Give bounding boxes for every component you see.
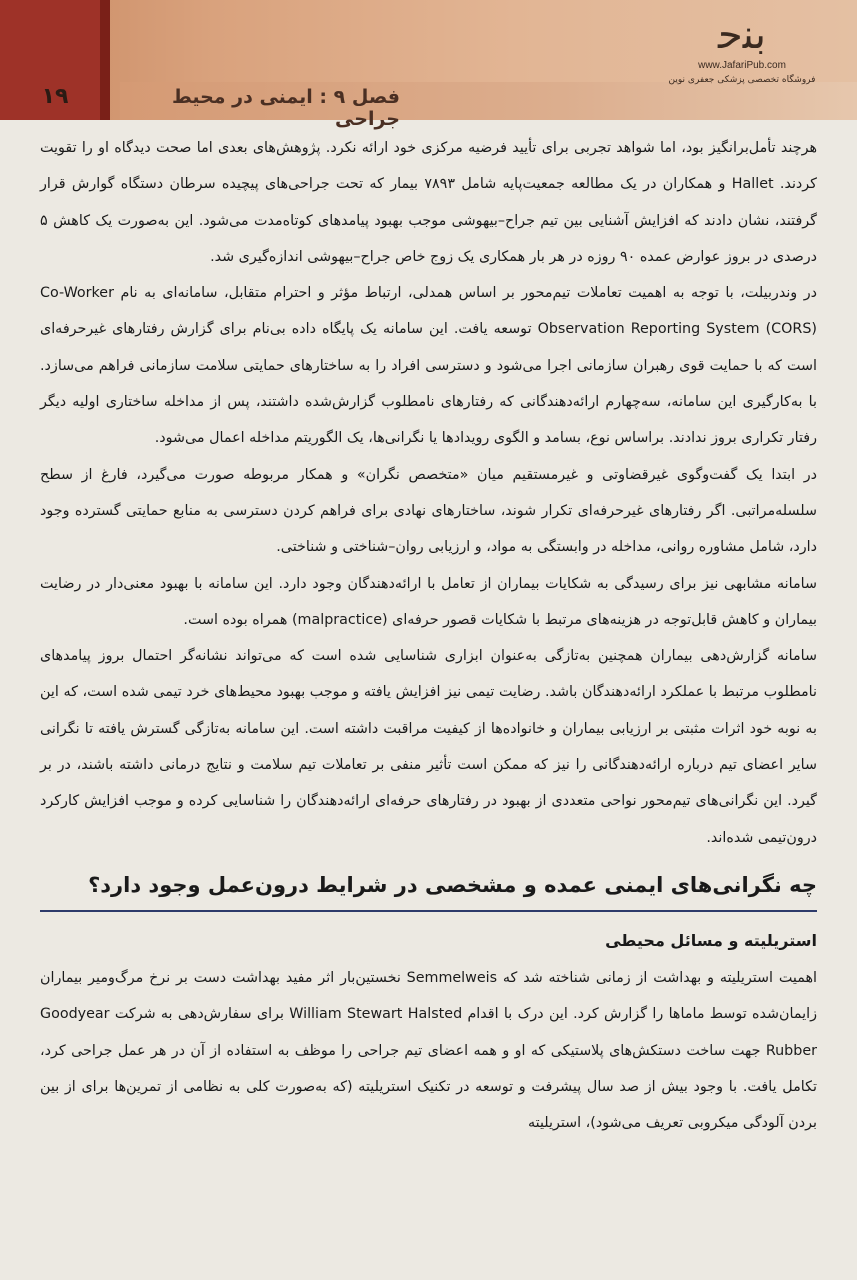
publisher-logo bbox=[667, 14, 817, 109]
chapter-title: فصل ۹ : ایمنی در محیط جراحی bbox=[171, 86, 400, 130]
paragraph: در وندربیلت، با توجه به اهمیت تعاملات تیم‌محور بر اساس همدلی، ارتباط مؤثر و احترام متقابل، سامانه‌ای به نام Co-Worker Observation Reporting System (CORS) توسعه یافت. این سامانه یک پایگاه داده بی‌نام برای گزارش رفتارهای غیرحرفه‌ای است که با حمایت قوی رهبران سازمانی اجرا می‌شود و دسترسی افراد را به ساختارهای حمایتی سلامت سازمانی فراهم می‌سازد. با به‌کارگیری این سامانه، سه‌چهارم ارائه‌دهندگانی که رفتارهای نامطلوب گزارش‌شده داشتند، پس از مداخله ساختاری اولیه دیگر رفتار تکراری بروز ندادند. براساس نوع، بسامد و الگوی رویدادها یا نگرانی‌ها، یک الگوریتم مداخله اعمال می‌شود. bbox=[40, 285, 817, 447]
logo-url: www.JafariPub.com bbox=[698, 60, 786, 71]
page-header bbox=[0, 0, 857, 130]
subheading: استریلیته و مسائل محیطی bbox=[605, 930, 817, 950]
section-heading: چه نگرانی‌های ایمنی عمده و مشخصی در شرایط درون‌عمل وجود دارد؟ bbox=[40, 868, 817, 912]
paragraph: در ابتدا یک گفت‌وگوی غیرقضاوتی و غیرمستقیم میان «متخصص نگران» و همکار مربوطه صورت می‌گیرد، فارغ از سطح سلسله‌مراتبی. اگر رفتارهای غیرحرفه‌ای تکرار شوند، ساختارهای نهادی برای فراهم کردن دسترسی به منابع حمایتی گسترده وجود دارد، شامل مشاوره روانی، مداخله در وابستگی به مواد، و ارزیابی روان–شناختی و شناختی. bbox=[40, 466, 817, 556]
paragraph: هرچند تأمل‌برانگیز بود، اما شواهد تجربی برای تأیید فرضیه مرکزی خود ارائه نکرد. پژوهش‌های بعدی اما صحت دیدگاه او را تقویت کردند. Hallet و همکاران در یک مطالعه جمعیت‌پایه شامل ۷۸۹۳ بیمار که تحت جراحی‌های پیچیده سرطان دستگاه گوارش قرار گرفتند، نشان دادند که افزایش آشنایی بین تیم جراح–بیهوشی موجب بهبود پیامدهای کوتاه‌مدت می‌شود. این به‌صورت یک کاهش ۵ درصدی در بروز عوارض عمده ۹۰ روزه در هر بار همکاری یک زوج خاص جراح–بیهوشی اندازه‌گیری شد. bbox=[40, 140, 817, 265]
logo-subtitle: فروشگاه تخصصی پزشکی جعفری نوین bbox=[668, 75, 816, 85]
paragraph: سامانه گزارش‌دهی بیماران همچنین به‌تازگی به‌عنوان ابزاری شناسایی شده است که می‌تواند نشانه‌گر احتمال بروز پیامدهای نامطلوب مرتبط با عملکرد ارائه‌دهندگان باشد. رضایت تیمی نیز افزایش یافته و موجب بهبود محیط‌های خرد تیمی شده است، که این به نوبه خود اثرات مثبتی بر ارزیابی بیماران و خانواده‌ها از کیفیت مراقبت داشته است. این سامانه به‌تازگی گسترش یافته تا نگرانی سایر اعضای تیم درباره ارائه‌دهندگانی را نیز که ممکن است تأثیر منفی بر تعاملات تیم سلامت و نتایج درمانی داشته باشند، در بر گیرد. این نگرانی‌های تیم‌محور نواحی متعددی از بهبود در رفتارهای حرفه‌ای ارائه‌دهندگان را شناسایی کرده و موجب افزایش کارکرد درون‌تیمی شده‌اند. bbox=[40, 648, 817, 846]
logo-mark: ﺑﻨﺣ bbox=[718, 12, 766, 58]
page-number: ۱۹ bbox=[41, 84, 69, 109]
paragraph: سامانه مشابهی نیز برای رسیدگی به شکایات بیماران از تعامل با ارائه‌دهندگان وجود دارد. این سامانه با بهبود معنی‌دار در رضایت بیماران و کاهش قابل‌توجه در هزینه‌های مرتبط با شکایات قصور حرفه‌ای (malpractice) همراه بوده است. bbox=[40, 575, 817, 628]
paragraph: اهمیت استریلیته و بهداشت از زمانی شناخته شد که Semmelweis نخستین‌بار اثر مفید بهداشت دست بر نرخ مرگ‌ومیر بیماران زایمان‌شده توسط ماماها را گزارش کرد. این درک با اقدام William Stewart Halsted برای سفارش‌دهی به شرکت Goodyear Rubber جهت ساخت دستکش‌های پلاستیکی که او و همه اعضای تیم جراحی را موظف به استفاده از آن در هر عمل جراحی کرد، تکامل یافت. با وجود بیش از صد سال پیشرفت و توسعه در تکنیک استریلیته (که به‌صورت کلی به نظامی از تمرین‌ها برای از بین بردن آلودگی میکروبی تعریف می‌شود)، استریلیته bbox=[40, 969, 817, 1132]
page-body bbox=[40, 130, 817, 1141]
